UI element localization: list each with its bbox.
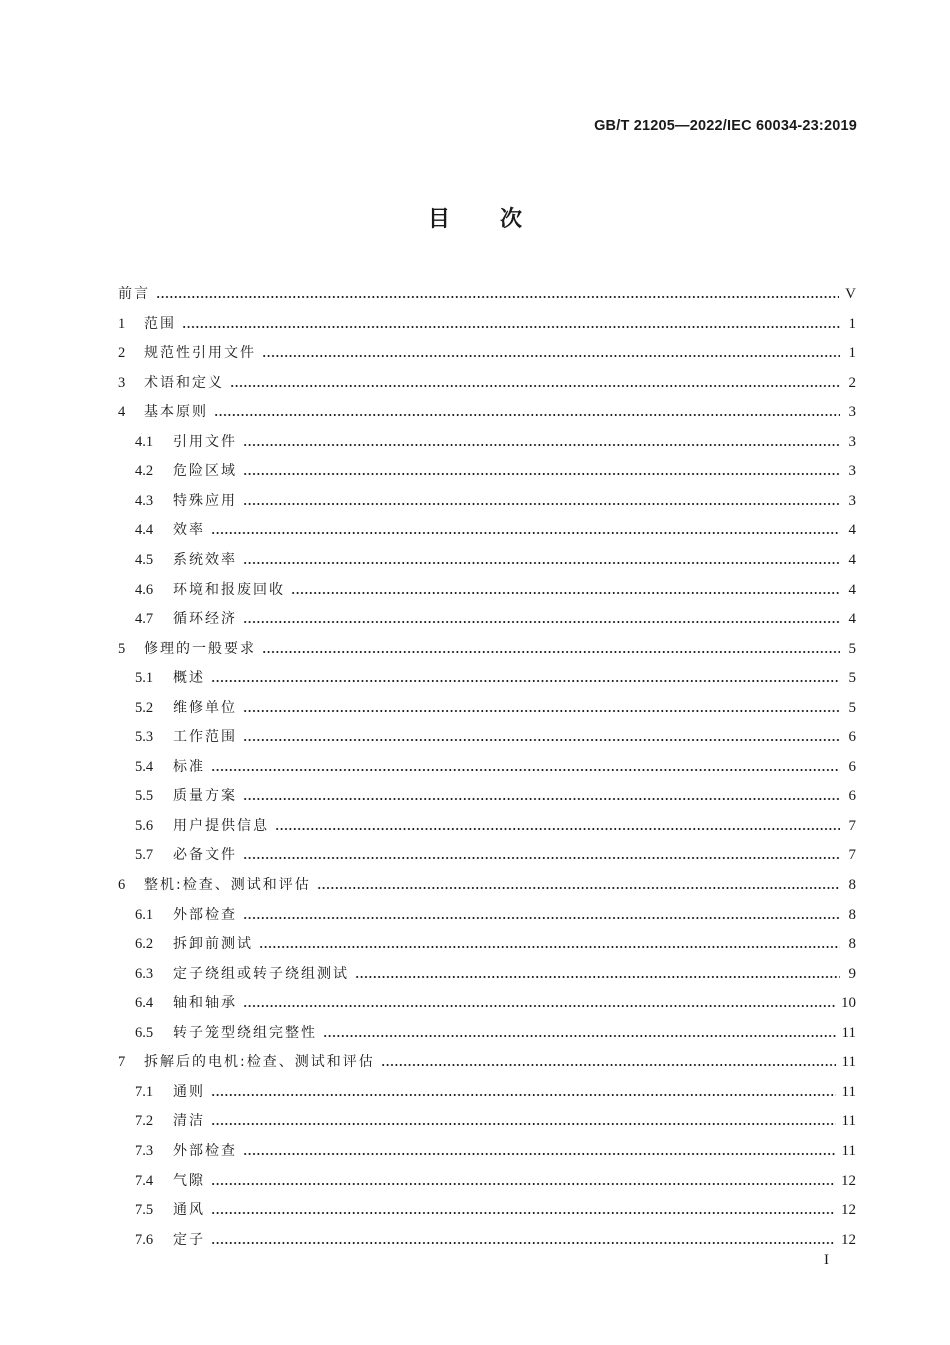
toc-entry[interactable]	[135, 990, 856, 1012]
toc-entry-number: 6	[118, 877, 126, 893]
toc-entry-number: 4.1	[135, 433, 154, 450]
toc-entry-page: 3	[848, 433, 856, 450]
dot-leader	[243, 739, 840, 741]
toc-entry-label: 范围	[144, 315, 176, 332]
toc-entry-number: 6.4	[135, 995, 154, 1012]
toc-entry[interactable]	[135, 754, 856, 776]
dot-leader	[243, 621, 840, 623]
toc-entry-page: V	[845, 286, 856, 302]
toc-entry-label: 通风	[173, 1202, 205, 1219]
toc-entry-number: 4.6	[135, 581, 154, 598]
dot-leader	[211, 1212, 835, 1214]
toc-entry-number: 7.3	[135, 1142, 154, 1159]
toc-entry-number: 6.3	[135, 965, 154, 982]
toc-entry[interactable]	[135, 1108, 856, 1130]
toc-entry[interactable]	[135, 931, 856, 953]
toc-entry-label: 定子绕组或转子绕组测试	[173, 965, 349, 982]
dot-leader	[243, 444, 840, 446]
dot-leader	[291, 592, 840, 594]
toc-entry-page: 4	[848, 581, 856, 598]
toc-entry-page: 6	[848, 729, 856, 746]
toc-entry-number: 4.4	[135, 522, 154, 539]
toc-entry-label: 危险区域	[173, 463, 237, 480]
toc-entry-label: 拆解后的电机:检查、测试和评估	[144, 1054, 375, 1071]
toc-entry-number: 3	[118, 374, 126, 391]
toc-entry-number: 7.1	[135, 1083, 154, 1100]
toc-entry-page: 9	[848, 965, 856, 982]
toc-entry-page: 6	[848, 788, 856, 805]
toc-entry-label: 工作范围	[173, 729, 237, 746]
dot-leader	[230, 385, 840, 387]
toc-entry[interactable]	[118, 872, 856, 894]
toc-entry-page: 7	[848, 847, 856, 864]
toc-entry[interactable]	[118, 281, 856, 303]
toc-entry-page: 2	[848, 374, 856, 391]
dot-leader	[243, 1005, 835, 1007]
toc-entry[interactable]	[135, 429, 856, 451]
toc-entry-page: 11	[841, 1142, 856, 1159]
toc-entry-page: 11	[841, 1024, 856, 1041]
toc-entry-page: 3	[848, 492, 856, 509]
page-title	[0, 202, 950, 233]
toc-entry-label: 概述	[173, 670, 205, 687]
dot-leader	[323, 1035, 836, 1037]
toc-entry-number: 5.7	[135, 847, 154, 864]
toc-entry[interactable]	[135, 724, 856, 746]
toc-entry-label: 环境和报废回收	[173, 581, 285, 598]
toc-entry-number: 5.4	[135, 758, 154, 775]
toc-entry[interactable]	[135, 606, 856, 628]
dot-leader	[243, 917, 840, 919]
toc-entry-page: 12	[841, 1231, 856, 1248]
toc-entry-page: 5	[848, 699, 856, 716]
toc-entry-number: 4.3	[135, 492, 154, 509]
toc-entry-label: 效率	[173, 522, 205, 539]
dot-leader	[211, 1183, 835, 1185]
dot-leader	[317, 887, 840, 889]
toc-entry-label: 前言	[118, 286, 150, 302]
toc-entry-page: 3	[848, 404, 856, 421]
toc-entry-page: 11	[841, 1113, 856, 1130]
toc-entry[interactable]	[135, 458, 856, 480]
standard-code-header: GB/T 21205—2022/IEC 60034-23:2019	[594, 118, 857, 134]
toc-entry-page: 4	[848, 611, 856, 628]
dot-leader	[262, 355, 840, 357]
toc-entry-number: 5.6	[135, 817, 154, 834]
toc-entry[interactable]	[135, 1168, 856, 1190]
title-char-1: 目	[427, 207, 450, 232]
dot-leader	[275, 828, 840, 830]
toc-entry-page: 8	[848, 877, 856, 893]
dot-leader	[243, 857, 840, 859]
dot-leader	[214, 414, 840, 416]
toc-entry-page: 4	[848, 551, 856, 568]
toc-entry-label: 外部检查	[173, 1142, 237, 1159]
toc-entry[interactable]	[135, 1227, 856, 1249]
toc-entry-label: 转子笼型绕组完整性	[173, 1024, 317, 1041]
dot-leader	[381, 1064, 836, 1066]
toc-entry-page: 10	[841, 995, 856, 1012]
toc-entry[interactable]	[135, 1079, 856, 1101]
toc-entry-page: 1	[848, 345, 856, 362]
toc-entry-number: 4.7	[135, 611, 154, 628]
toc-entry-number: 7.6	[135, 1231, 154, 1248]
toc-entry[interactable]	[118, 399, 856, 421]
dot-leader	[262, 651, 840, 653]
toc-entry-page: 3	[848, 463, 856, 480]
dot-leader	[355, 976, 840, 978]
toc-entry-number: 4.2	[135, 463, 154, 480]
toc-entry[interactable]	[135, 1138, 856, 1160]
toc-entry-number: 7.4	[135, 1172, 154, 1189]
toc-entry-label: 引用文件	[173, 433, 237, 450]
dot-leader	[211, 1242, 835, 1244]
toc-entry-page: 5	[848, 640, 856, 657]
toc-entry-number: 6.5	[135, 1024, 154, 1041]
toc-entry-page: 4	[848, 522, 856, 539]
toc-entry-label: 标准	[173, 758, 205, 775]
toc-entry-label: 系统效率	[173, 551, 237, 568]
toc-entry-label: 基本原则	[144, 404, 208, 421]
toc-entry-label: 必备文件	[173, 847, 237, 864]
toc-entry[interactable]	[135, 961, 856, 983]
toc-entry-label: 定子	[173, 1231, 205, 1248]
toc-entry-label: 用户提供信息	[173, 817, 269, 834]
toc-entry[interactable]	[135, 547, 856, 569]
dot-leader	[259, 946, 840, 948]
toc-entry-number: 7.2	[135, 1113, 154, 1130]
toc-entry-label: 规范性引用文件	[144, 345, 256, 362]
toc-entry-page: 11	[841, 1054, 856, 1071]
toc-entry-page: 6	[848, 758, 856, 775]
toc-entry[interactable]	[135, 517, 856, 539]
toc-entry[interactable]	[135, 665, 856, 687]
toc-entry-label: 清洁	[173, 1113, 205, 1130]
dot-leader	[211, 680, 840, 682]
toc-entry-number: 7	[118, 1054, 126, 1071]
toc-entry-number: 5.1	[135, 670, 154, 687]
toc-entry-label: 整机:检查、测试和评估	[144, 877, 311, 893]
toc-entry-number: 2	[118, 345, 126, 362]
toc-entry-label: 循环经济	[173, 611, 237, 628]
dot-leader	[243, 710, 840, 712]
dot-leader	[211, 1094, 836, 1096]
page-folio: I	[824, 1252, 829, 1268]
toc-entry-page: 1	[848, 315, 856, 332]
toc-entry[interactable]	[135, 488, 856, 510]
toc-entry-label: 通则	[173, 1083, 205, 1100]
dot-leader	[211, 532, 840, 534]
toc-entry-label: 质量方案	[173, 788, 237, 805]
title-char-2: 次	[500, 207, 523, 232]
toc-entry-label: 气隙	[173, 1172, 205, 1189]
toc-entry[interactable]	[135, 783, 856, 805]
toc-entry[interactable]	[135, 577, 856, 599]
dot-leader	[182, 326, 840, 328]
toc-entry-label: 拆卸前测试	[173, 936, 253, 953]
toc-entry-page: 12	[841, 1202, 856, 1219]
toc-entry-label: 术语和定义	[144, 374, 224, 391]
toc-entry-label: 维修单位	[173, 699, 237, 716]
toc-entry[interactable]	[118, 340, 856, 362]
toc-entry[interactable]	[118, 311, 856, 333]
toc-entry-label: 修理的一般要求	[144, 640, 256, 657]
dot-leader	[211, 769, 840, 771]
toc-entry-label: 特殊应用	[173, 492, 237, 509]
toc-entry-page: 12	[841, 1172, 856, 1189]
dot-leader	[243, 473, 840, 475]
toc-entry-label: 轴和轴承	[173, 995, 237, 1012]
dot-leader	[243, 1153, 836, 1155]
toc-entry-number: 4	[118, 404, 126, 421]
toc-entry-page: 8	[848, 906, 856, 923]
toc-entry-page: 7	[848, 817, 856, 834]
toc-entry[interactable]	[135, 695, 856, 717]
toc-entry[interactable]	[135, 813, 856, 835]
toc-entry[interactable]	[118, 1049, 856, 1071]
dot-leader	[156, 296, 839, 298]
dot-leader	[243, 503, 840, 505]
toc-entry-page: 5	[848, 670, 856, 687]
toc-entry-number: 5.5	[135, 788, 154, 805]
toc-entry-page: 8	[848, 936, 856, 953]
toc-entry-number: 6.1	[135, 906, 154, 923]
toc-entry-number: 7.5	[135, 1202, 154, 1219]
toc-entry[interactable]	[135, 902, 856, 924]
toc-entry[interactable]	[135, 842, 856, 864]
toc-entry[interactable]	[135, 1020, 856, 1042]
toc-entry-number: 5	[118, 640, 126, 657]
toc-entry-number: 5.2	[135, 699, 154, 716]
toc-entry-label: 外部检查	[173, 906, 237, 923]
toc-entry[interactable]	[118, 370, 856, 392]
dot-leader	[211, 1123, 836, 1125]
toc-entry-page: 11	[841, 1083, 856, 1100]
toc-entry-number: 4.5	[135, 551, 154, 568]
toc-entry-number: 1	[118, 315, 126, 332]
toc-entry[interactable]	[135, 1197, 856, 1219]
toc-entry[interactable]	[118, 636, 856, 658]
dot-leader	[243, 798, 840, 800]
dot-leader	[243, 562, 840, 564]
toc-entry-number: 6.2	[135, 936, 154, 953]
toc-entry-number: 5.3	[135, 729, 154, 746]
